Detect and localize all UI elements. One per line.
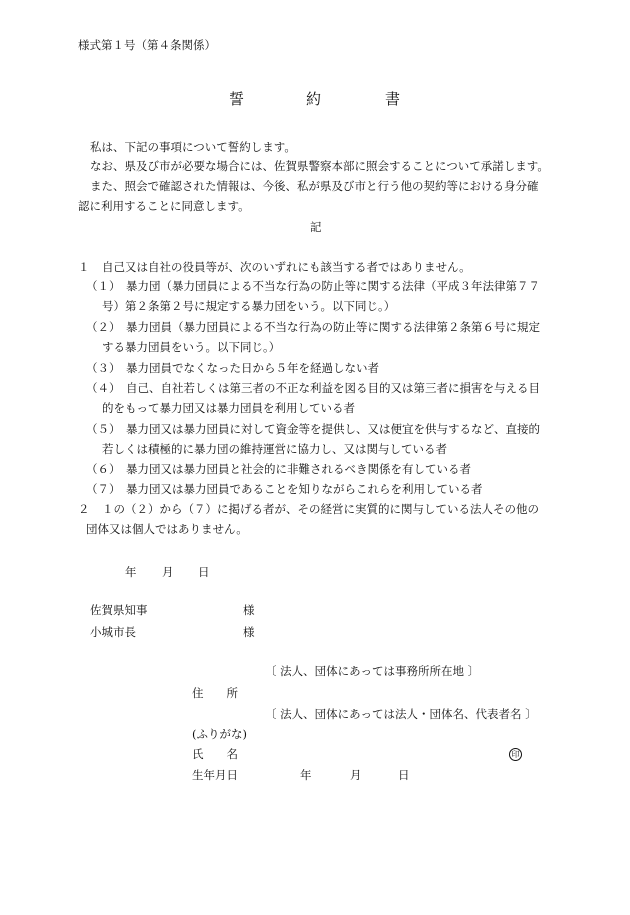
birth-day: 日 bbox=[398, 768, 410, 782]
sub-item-text: 暴力団又は暴力団員と社会的に非難されるべき関係を有している者 bbox=[126, 462, 471, 476]
item-number: ２ bbox=[78, 502, 90, 516]
sub-item-label: （１） bbox=[86, 279, 121, 293]
name-note: 〔 法人、団体にあっては法人・団体名、代表者名 〕 bbox=[265, 707, 537, 721]
sub-item-text: 号）第２条第２号に規定する暴力団をいう。以下同じ。） bbox=[102, 299, 396, 313]
sub-item-label: （４） bbox=[86, 381, 121, 395]
item-text: 団体又は個人ではありません。 bbox=[86, 522, 248, 536]
date-month: 月 bbox=[162, 565, 174, 579]
addressee-honorific: 様 bbox=[243, 625, 255, 639]
title-char-3: 書 bbox=[385, 90, 401, 108]
furigana-label: (ふりがな) bbox=[192, 727, 247, 741]
item-text: 自己又は自社の役員等が、次のいずれにも該当する者ではありません。 bbox=[102, 260, 471, 274]
addressee-honorific: 様 bbox=[243, 603, 255, 617]
date-day: 日 bbox=[198, 565, 210, 579]
sub-item-label: （２） bbox=[86, 320, 121, 334]
sub-item-text: 暴力団又は暴力団員に対して資金等を提供し、又は便宜を供与するなど、直接的 bbox=[126, 422, 540, 436]
item-number: １ bbox=[78, 260, 90, 274]
item-text: １の（２）から（７）に掲げる者が、その経営に実質的に関与している法人その他の bbox=[102, 502, 539, 516]
birth-year: 年 bbox=[300, 768, 312, 782]
address-label: 住 所 bbox=[192, 686, 238, 700]
birth-month: 月 bbox=[350, 768, 362, 782]
date-year: 年 bbox=[125, 565, 137, 579]
sub-item-label: （３） bbox=[86, 361, 121, 375]
intro-line: なお、県及び市が必要な場合には、佐賀県警察本部に照会することについて承諾します。 bbox=[90, 159, 549, 173]
title-char-1: 誓 bbox=[229, 90, 245, 108]
sub-item-label: （７） bbox=[86, 482, 121, 496]
sub-item-text: 暴力団（暴力団員による不当な行為の防止等に関する法律（平成３年法律第７７ bbox=[126, 279, 540, 293]
sub-item-text: 暴力団員でなくなった日から５年を経過しない者 bbox=[126, 361, 379, 375]
form-number: 様式第１号（第４条関係） bbox=[78, 38, 216, 52]
sub-item-text: 暴力団員（暴力団員による不当な行為の防止等に関する法律第２条第６号に規定 bbox=[126, 320, 540, 334]
birth-label: 生年月日 bbox=[192, 768, 238, 782]
seal-mark: 印 bbox=[509, 748, 522, 761]
intro-line: 認に利用することに同意します。 bbox=[78, 199, 250, 213]
sub-item-text: 自己、自社若しくは第三者の不正な利益を図る目的又は第三者に損害を与える目 bbox=[126, 381, 540, 395]
name-label: 氏 名 bbox=[192, 747, 238, 761]
sub-item-label: （５） bbox=[86, 422, 121, 436]
title-char-2: 約 bbox=[306, 90, 322, 108]
address-note: 〔 法人、団体にあっては事務所所在地 〕 bbox=[265, 664, 480, 678]
sub-item-label: （６） bbox=[86, 462, 121, 476]
addressee-name: 小城市長 bbox=[90, 625, 136, 639]
addressee-name: 佐賀県知事 bbox=[90, 603, 148, 617]
sub-item-text: する暴力団員をいう。以下同じ。） bbox=[102, 340, 281, 354]
intro-line: また、照会で確認された情報は、今後、私が県及び市と行う他の契約等における身分確 bbox=[90, 179, 539, 193]
sub-item-text: 的をもって暴力団又は暴力団員を利用している者 bbox=[102, 401, 355, 415]
sub-item-text: 暴力団又は暴力団員であることを知りながらこれらを利用している者 bbox=[126, 482, 483, 496]
sub-item-text: 若しくは積極的に暴力団の維持運営に協力し、又は関与している者 bbox=[102, 442, 447, 456]
ki-heading: 記 bbox=[310, 220, 322, 234]
intro-line: 私は、下記の事項について誓約します。 bbox=[90, 140, 296, 154]
